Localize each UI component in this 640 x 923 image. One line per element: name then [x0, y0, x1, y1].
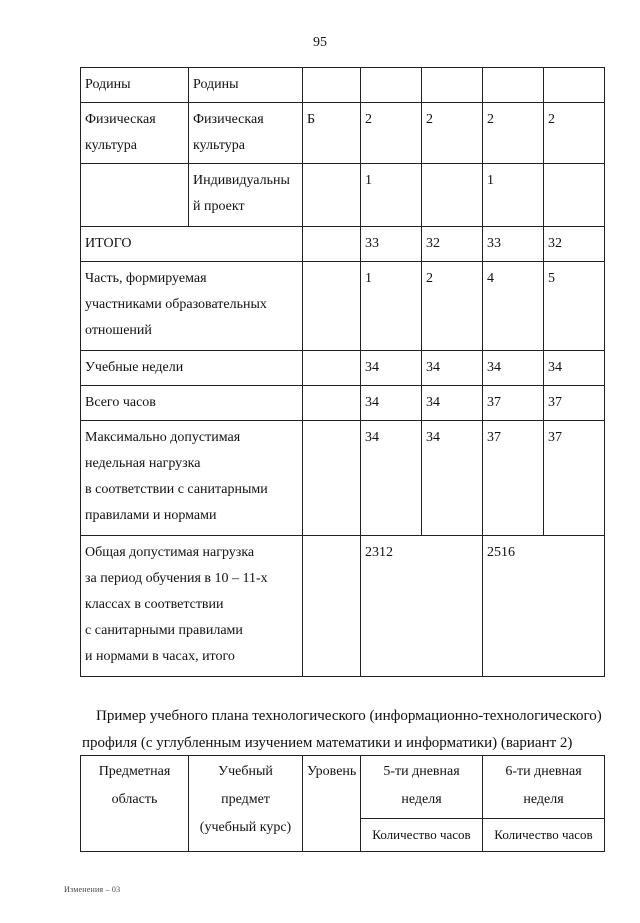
- level-cell: [303, 351, 361, 386]
- table-row: [81, 351, 605, 386]
- hours-cell: 2: [544, 103, 605, 164]
- hours-cell: 33: [361, 227, 422, 262]
- caption-line-2: профиля (с углубленным изучением математики и информатики) (вариант 2): [82, 735, 573, 751]
- hours-cell: 34: [361, 351, 422, 386]
- hours-cell: 32: [544, 227, 605, 262]
- hours-cell: 32: [422, 227, 483, 262]
- hours-cell: 34: [483, 351, 544, 386]
- hours-cell: 34: [361, 421, 422, 536]
- table-row: [81, 227, 605, 262]
- row-label-cell: Общая допустимая нагрузка за период обучения в 10 – 11-х классах в соответствии с санитарными правилами и нормами в часах, итого: [81, 536, 303, 677]
- table-row: [81, 68, 605, 103]
- hours-count-5-header: Количество часов: [361, 819, 483, 852]
- hours-cell: 34: [422, 386, 483, 421]
- level-cell: [303, 536, 361, 677]
- row-label-cell: Максимально допустимая недельная нагрузка в соответствии с санитарными правилами и нормами: [81, 421, 303, 536]
- total-hours-cell: 2516: [483, 536, 605, 677]
- hours-cell: 34: [544, 351, 605, 386]
- footer-revision-note: Изменения – 03: [64, 885, 121, 894]
- hours-cell: [422, 164, 483, 227]
- six-day-week-header: 6-ти дневная неделя: [483, 756, 605, 819]
- level-header: Уровень: [303, 756, 361, 852]
- subject-header: Учебный предмет (учебный курс): [189, 756, 303, 852]
- hours-cell: 34: [422, 351, 483, 386]
- plan-header-table: [80, 755, 605, 852]
- subject-cell: Родины: [189, 68, 303, 103]
- hours-cell: [544, 68, 605, 103]
- hours-cell: 1: [483, 164, 544, 227]
- table-row: [81, 103, 605, 164]
- subject-cell: Физическая культура: [189, 103, 303, 164]
- hours-cell: 2: [422, 262, 483, 351]
- hours-cell: 4: [483, 262, 544, 351]
- row-label-cell: Учебные недели: [81, 351, 303, 386]
- caption-line-1: Пример учебного плана технологического (информационно-технологического): [96, 708, 602, 724]
- hours-cell: 33: [483, 227, 544, 262]
- hours-cell: 5: [544, 262, 605, 351]
- level-cell: [303, 386, 361, 421]
- level-cell: [303, 227, 361, 262]
- hours-cell: 37: [483, 386, 544, 421]
- level-cell: [303, 164, 361, 227]
- row-label-cell: Всего часов: [81, 386, 303, 421]
- table-row: [81, 536, 605, 677]
- five-day-week-header: 5-ти дневная неделя: [361, 756, 483, 819]
- hours-cell: [544, 164, 605, 227]
- hours-cell: 34: [422, 421, 483, 536]
- hours-cell: 2: [422, 103, 483, 164]
- row-label-cell: Часть, формируемая участниками образовательных отношений: [81, 262, 303, 351]
- total-hours-cell: 2312: [361, 536, 483, 677]
- hours-cell: 34: [361, 386, 422, 421]
- hours-cell: [422, 68, 483, 103]
- level-cell: Б: [303, 103, 361, 164]
- level-cell: [303, 421, 361, 536]
- hours-cell: 37: [544, 421, 605, 536]
- table-row: [81, 421, 605, 536]
- hours-cell: 1: [361, 164, 422, 227]
- row-label-cell: ИТОГО: [81, 227, 303, 262]
- row-label-cell: [81, 164, 189, 227]
- table-row: [81, 262, 605, 351]
- hours-count-6-header: Количество часов: [483, 819, 605, 852]
- hours-cell: [483, 68, 544, 103]
- hours-cell: 2: [361, 103, 422, 164]
- curriculum-table: [80, 67, 605, 677]
- row-label-cell: Физическая культура: [81, 103, 189, 164]
- page-number: 95: [313, 35, 327, 50]
- subject-area-header: Предметная область: [81, 756, 189, 852]
- level-cell: [303, 68, 361, 103]
- row-label-cell: Родины: [81, 68, 189, 103]
- hours-cell: 1: [361, 262, 422, 351]
- subject-cell: Индивидуальны й проект: [189, 164, 303, 227]
- hours-cell: 37: [544, 386, 605, 421]
- hours-cell: 2: [483, 103, 544, 164]
- table-row: [81, 386, 605, 421]
- table-row: [81, 164, 605, 227]
- level-cell: [303, 262, 361, 351]
- hours-cell: 37: [483, 421, 544, 536]
- hours-cell: [361, 68, 422, 103]
